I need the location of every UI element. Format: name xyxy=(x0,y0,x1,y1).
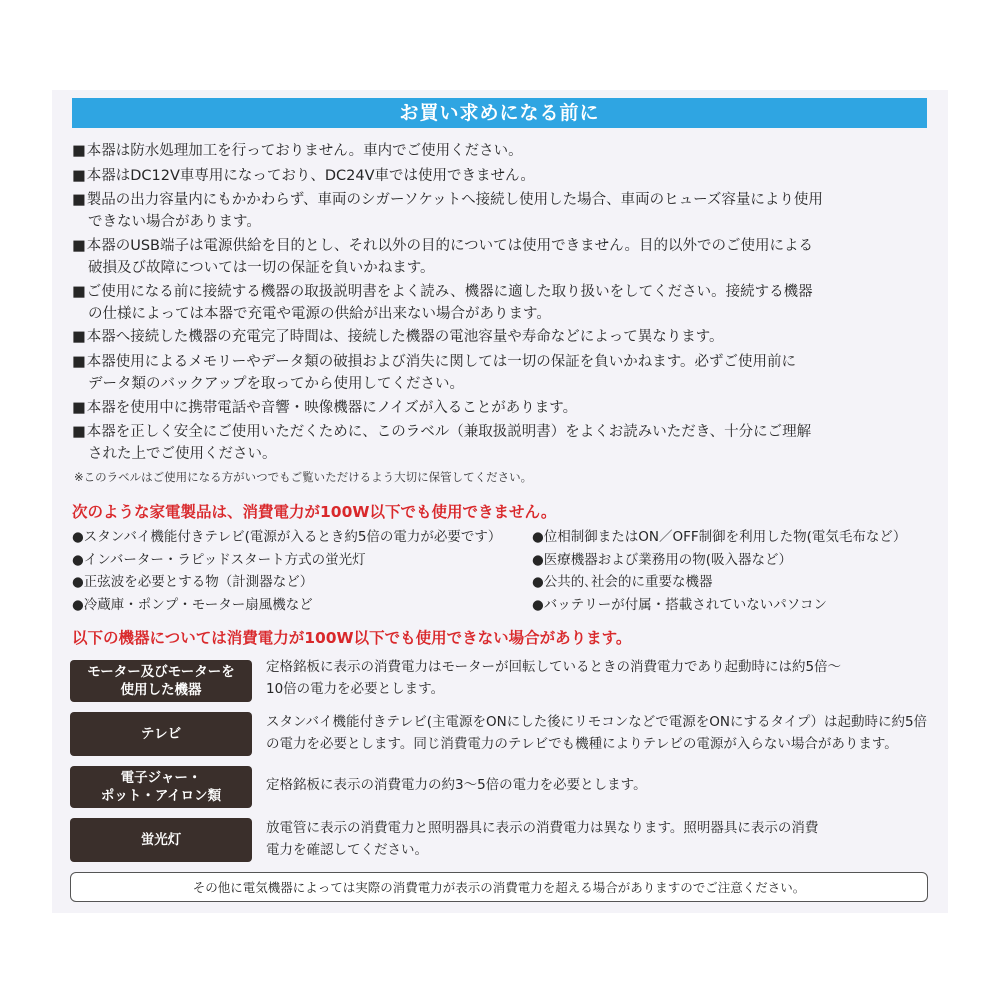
list-item: ●スタンバイ機能付きテレビ(電源が入るとき約5倍の電力が必要です） xyxy=(72,529,502,545)
notice-item: ■ご使用になる前に接続する機器の取扱説明書をよく読み、機器に適した取り扱いをしてください。接続する機器 の仕様によっては本器で充電や電源の供給が出来ない場合があります。 xyxy=(72,284,813,322)
notice-item: ■本器を正しく安全にご使用いただくために、このラベル（兼取扱説明書）をよくお読みいただき、十分にご理解 された上でご使用ください。 xyxy=(72,424,812,462)
square-bullet-icon: ■ xyxy=(72,168,86,184)
list-item: ●インバーター・ラピッドスタート方式の蛍光灯 xyxy=(72,551,366,568)
footer-note: その他に電気機器によっては実際の消費電力が表示の消費電力を超える場合がありますのでご注意ください。 xyxy=(70,872,928,902)
equipment-label-tv: テレビ xyxy=(70,712,252,756)
instruction-label xyxy=(52,90,948,913)
notice-item: ■製品の出力容量内にもかかわらず、車両のシガーソケットへ接続し使用した場合、車両のヒューズ容量により使用 できない場合があります。 xyxy=(72,192,823,230)
not-usable-title: 次のような家電製品は、消費電力が100W以下でも使用できません。 xyxy=(72,503,557,521)
list-item: ●正弦波を必要とする物（計測器など） xyxy=(72,574,314,590)
square-bullet-icon: ■ xyxy=(72,329,86,345)
notice-item: ■本器へ接続した機器の充電完了時間は、接続した機器の電池容量や寿命などによって異なります。 xyxy=(72,329,724,345)
equipment-label-rice-cooker: 電子ジャー・ ポット・アイロン類 xyxy=(70,766,252,808)
notice-item: ■本器はDC12V車専用になっており、DC24V車では使用できません。 xyxy=(72,168,535,184)
notice-item: ■本器は防水処理加工を行っておりません。車内でご使用ください。 xyxy=(72,143,523,159)
list-item: ●位相制御またはON／OFF制御を利用した物(電気毛布など） xyxy=(532,529,907,545)
square-bullet-icon: ■ xyxy=(72,424,86,440)
storage-note: ※このラベルはご使用になる方がいつでもご覧いただけるよう大切に保管してください。 xyxy=(74,470,533,484)
list-item: ●医療機器および業務用の物(吸入器など） xyxy=(532,551,793,568)
notice-item: ■本器を使用中に携帯電話や音響・映像機器にノイズが入ることがあります。 xyxy=(72,400,578,416)
list-item: ●バッテリーが付属・搭載されていないパソコン xyxy=(532,596,828,613)
list-item: ●冷蔵庫・ポンプ・モーター扇風機など xyxy=(72,596,313,613)
section-header: お買い求めになる前に xyxy=(72,98,927,128)
equipment-desc-rice-cooker: 定格銘板に表示の消費電力の約3～5倍の電力を必要とします。 xyxy=(266,777,647,793)
equipment-label-motor: モーター及びモーターを 使用した機器 xyxy=(70,660,252,702)
maybe-not-usable-title: 以下の機器については消費電力が100W以下でも使用できない場合があります。 xyxy=(72,629,632,647)
square-bullet-icon: ■ xyxy=(72,192,86,208)
square-bullet-icon: ■ xyxy=(72,284,86,300)
equipment-desc-tv: スタンバイ機能付きテレビ(主電源をONにした後にリモコンなどで電源をONにするタイプ）は起動時に約5倍 の電力を必要とします。同じ消費電力のテレビでも機種によりテレビの電源が入らない場合があります。 xyxy=(266,714,928,752)
equipment-desc-motor: 定格銘板に表示の消費電力はモーターが回転しているときの消費電力であり起動時には約5倍～ 10倍の電力を必要とします。 xyxy=(266,659,842,697)
equipment-label-fluorescent: 蛍光灯 xyxy=(70,818,252,862)
not-usable-list-right xyxy=(532,526,906,616)
square-bullet-icon: ■ xyxy=(72,143,86,159)
square-bullet-icon: ■ xyxy=(72,400,86,416)
square-bullet-icon: ■ xyxy=(72,354,86,370)
notice-item: ■本器使用によるメモリーやデータ類の破損および消失に関しては一切の保証を負いかねます。必ずご使用前に データ類のバックアップを取ってから使用してください。 xyxy=(72,354,797,392)
equipment-desc-fluorescent: 放電管に表示の消費電力と照明器具に表示の消費電力は異なります。照明器具に表示の消費 電力を確認してください。 xyxy=(266,820,819,858)
not-usable-list-left xyxy=(72,526,501,616)
square-bullet-icon: ■ xyxy=(72,238,86,254)
notice-item: ■本器のUSB端子は電源供給を目的とし、それ以外の目的については使用できません。目的以外でのご使用による 破損及び故障については一切の保証を負いかねます。 xyxy=(72,238,814,276)
list-item: ●公共的､社会的に重要な機器 xyxy=(532,574,713,590)
